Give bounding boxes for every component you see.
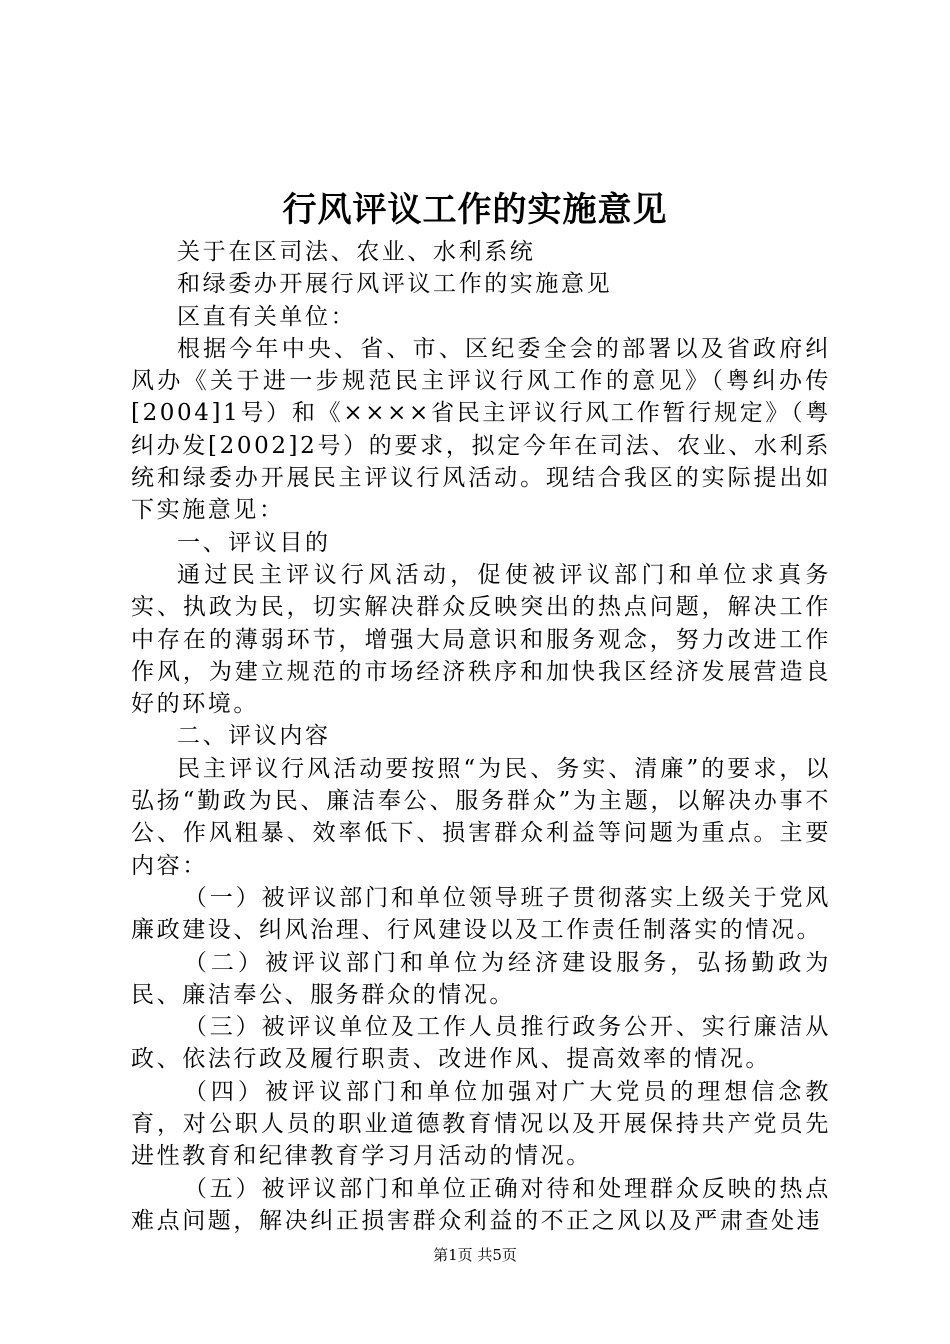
body-paragraph: 民主评议行风活动要按照“为民、务实、清廉”的要求，以弘扬“勤政为民、廉洁奉公、服务群众”为主题，以解决办事不公、作风粗暴、效率低下、损害群众利益等问题为重点。主要内容： [131,755,831,879]
salutation: 区直有关单位： [177,303,357,330]
list-item: （五）被评议部门和单位正确对待和处理群众反映的热点难点问题，解决纠正损害群众利益的不正之风以及严肃查处违 [131,1175,831,1234]
heading-line: 关于在区司法、农业、水利系统 [177,239,536,265]
body-paragraph: 根据今年中央、省、市、区纪委全会的部署以及省政府纠风办《关于进一步规范民主评议行风工作的意见》（粤纠办传[2004]1号）和《××××省民主评议行风工作暂行规定》（粤纠办发[2002]2号）的要求，拟定今年在司法、农业、水利系统和绿委办开展民主评议行风活动。现结合我区的实际提出如下实施意见： [131,335,831,524]
page-number-footer: 第1页 共5页 [433,1246,517,1264]
section-heading: 二、评议内容 [177,723,331,750]
list-item: （三）被评议单位及工作人员推行政务公开、实行廉洁从政、依法行政及履行职责、改进作风、提高效率的情况。 [131,1014,831,1073]
list-item: （四）被评议部门和单位加强对广大党员的理想信念教育，对公职人员的职业道德教育情况以及开展保持共产党员先进性教育和纪律教育学习月活动的情况。 [131,1078,831,1170]
body-paragraph: 通过民主评议行风活动，促使被评议部门和单位求真务实、执政为民，切实解决群众反映突出的热点问题，解决工作中存在的薄弱环节，增强大局意识和服务观念，努力改进工作作风，为建立规范的市场经济秩序和加快我区经济发展营造良好的环境。 [131,561,831,718]
document-body [131,236,831,1237]
list-item: （一）被评议部门和单位领导班子贯彻落实上级关于党风廉政建设、纠风治理、行风建设以及工作责任制落实的情况。 [131,884,831,944]
heading-line: 和绿委办开展行风评议工作的实施意见 [177,271,613,298]
list-item: （二）被评议部门和单位为经济建设服务，弘扬勤政为民、廉洁奉公、服务群众的情况。 [131,949,831,1008]
document-title: 行风评议工作的实施意见 [282,190,668,230]
section-heading: 一、评议目的 [177,529,331,556]
